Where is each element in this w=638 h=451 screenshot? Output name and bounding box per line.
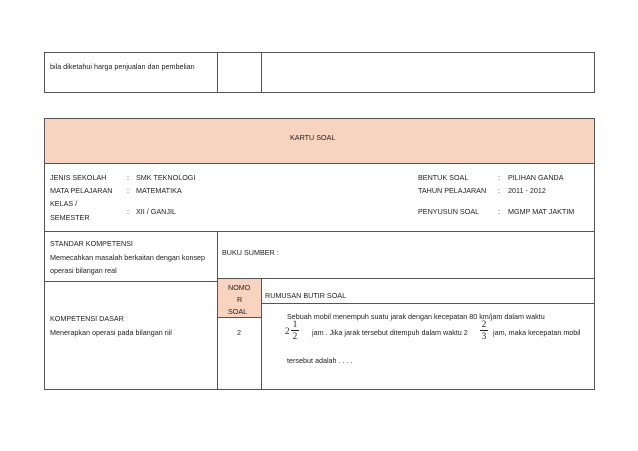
mata-pelajaran-colon: : [127,186,129,195]
kompetensi-dasar-title: KOMPETENSI DASAR [50,314,124,323]
buku-sumber-label: BUKU SUMBER : [222,248,279,257]
kelas-label: KELAS / [50,199,78,208]
top-row-text: bila diketahui harga penjualan dan pembelian [50,62,195,71]
tahun-pelajaran-value: 2011 - 2012 [508,186,546,195]
tahun-pelajaran-label: TAHUN PELAJARAN [418,186,487,195]
rumusan-line1: Sebuah mobil menempuh suatu jarak dengan kecepatan 80 km/jam dalam waktu [287,312,545,321]
bentuk-soal-value: PILIHAN GANDA [508,173,564,182]
top-row [44,52,595,93]
kelas-value: XII / GANJIL [136,207,176,216]
standar-kompetensi-title: STANDAR KOMPETENSI [50,239,133,248]
fraction2-numerator: 2 [481,319,487,329]
fraction1-denominator: 2 [292,331,298,341]
rumusan-line2-end: jam, maka kecepatan mobil [493,328,581,337]
fraction2-denominator: 3 [481,331,487,341]
penyusun-soal-value: MGMP MAT JAKTIM [508,207,575,216]
kelas-colon: : [127,207,129,216]
standar-kompetensi-line1: Memecahkan masalah berkaitan dengan konsep [50,253,206,262]
fraction1-numerator: 1 [292,319,298,329]
semester-label: SEMESTER [50,213,90,222]
jenis-sekolah-colon: : [127,173,129,182]
penyusun-soal-colon: : [498,207,500,216]
rumusan-line3: tersebut adalah . . . . [287,356,353,365]
bentuk-soal-label: BENTUK SOAL [418,173,469,182]
nomor-soal-line3: SOAL [228,307,248,316]
jenis-sekolah-value: SMK TEKNOLOGI [136,173,196,182]
rumusan-title: RUMUSAN BUTIR SOAL [265,291,347,300]
nomor-soal-line2: R [237,295,243,304]
penyusun-soal-label: PENYUSUN SOAL [418,207,480,216]
standar-kompetensi-line2: operasi bilangan real [50,266,117,275]
mata-pelajaran-label: MATA PELAJARAN [50,186,113,195]
header-title: KARTU SOAL [290,133,336,142]
rumusan-line2-mid: jam . Jika jarak tersebut ditempuh dalam waktu 2 [312,328,468,337]
nomor-soal-line1: NOMO [228,283,251,292]
bentuk-soal-colon: : [498,173,500,182]
mata-pelajaran-value: MATEMATIKA [136,186,182,195]
jenis-sekolah-label: JENIS SEKOLAH [50,173,107,182]
tahun-pelajaran-colon: : [498,186,500,195]
kompetensi-dasar-line1: Menerapkan operasi pada bilangan riil [50,328,172,337]
fraction1-whole: 2 [285,326,290,336]
nomor-soal-value: 2 [237,328,241,337]
